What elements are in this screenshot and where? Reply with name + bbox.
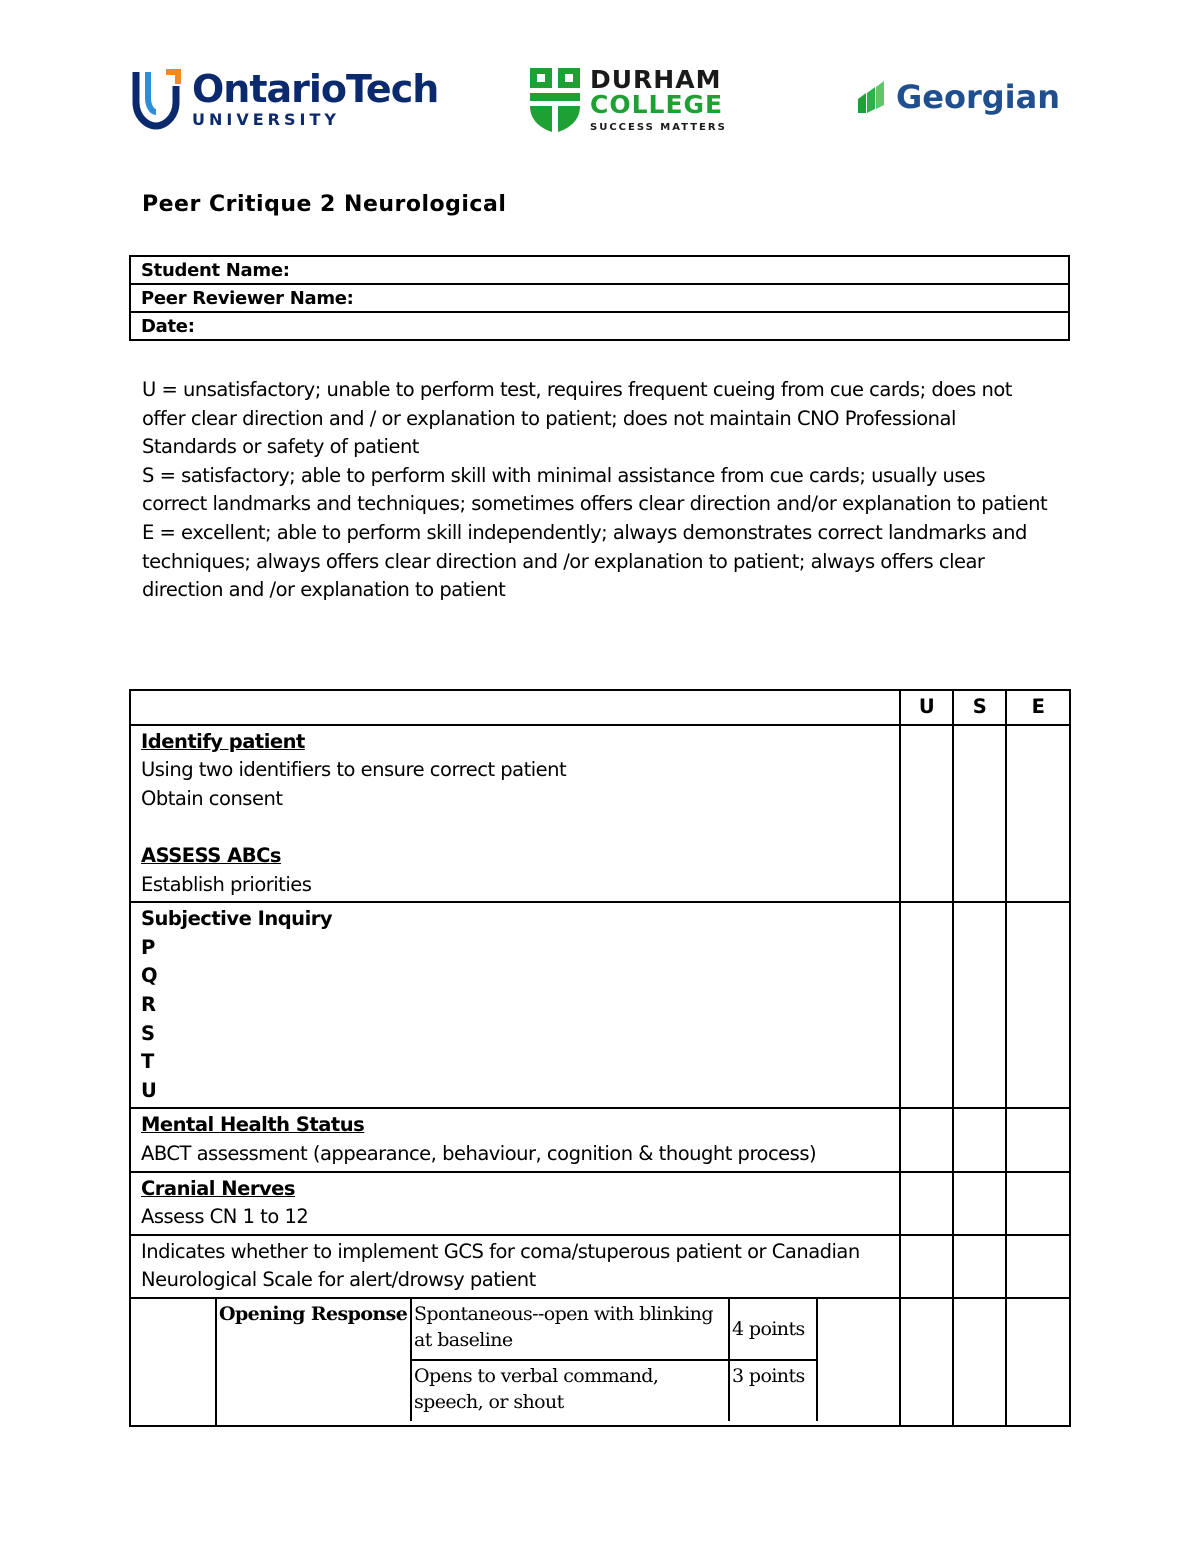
durham-college-logo (528, 66, 727, 134)
mental-line: ABCT assessment (appearance, behaviour, cognition & thought process) (141, 1141, 817, 1165)
gcs-category: Opening Response (217, 1299, 411, 1421)
rating-legend (142, 376, 1052, 605)
ontario-tech-sub: UNIVERSITY (192, 110, 340, 129)
page-title: Peer Critique 2 Neurological (142, 192, 507, 217)
cranial-line: Assess CN 1 to 12 (141, 1205, 309, 1229)
rating-cell-u[interactable] (900, 1108, 953, 1171)
rating-cell-u[interactable] (900, 1298, 953, 1426)
identify-line2: Obtain consent (141, 786, 283, 810)
indicates-cell (130, 1235, 900, 1298)
gcs-table (217, 1299, 901, 1421)
rating-cell-u[interactable] (900, 902, 953, 1108)
durham-line2: COLLEGE (590, 90, 724, 119)
rating-cell-s[interactable] (953, 1172, 1006, 1235)
pqrstu-letter: R (141, 992, 156, 1016)
subjective-heading: Subjective Inquiry (141, 907, 333, 931)
info-table (129, 255, 1070, 341)
legend-e: E = excellent; able to perform skill independently; always demonstrates correct landmarks and techniques; always offers clear direction and /or explanation to patient; always offers clear direction and /or explanation to patient (142, 520, 1027, 602)
durham-line1: DURHAM (590, 65, 722, 94)
rating-cell-s[interactable] (953, 902, 1006, 1108)
gcs-desc: Opens to verbal command, speech, or shout (411, 1360, 729, 1421)
pqrstu-letter: T (141, 1050, 154, 1074)
gcs-blank-cell (130, 1298, 216, 1426)
mental-health-cell (130, 1108, 900, 1171)
header-e: E (1006, 690, 1070, 725)
durham-tagline: SUCCESS MATTERS (590, 122, 727, 133)
critique-table (129, 689, 1071, 1427)
legend-u: U = unsatisfactory; unable to perform test, requires frequent cueing from cue cards; does not offer clear direction and / or explanation to patient; does not maintain CNO Professional Standards or safety of patient (142, 378, 1012, 459)
pqrstu-letter: S (141, 1021, 155, 1045)
rating-cell-e[interactable] (1006, 902, 1070, 1108)
rating-cell-e[interactable] (1006, 1298, 1070, 1426)
header-u: U (900, 690, 953, 725)
ontario-tech-shield-icon (130, 68, 182, 130)
rating-cell-s[interactable] (953, 1298, 1006, 1426)
georgian-name: Georgian (896, 78, 1060, 116)
ontario-tech-logo (130, 68, 438, 130)
pqrstu-letter: Q (141, 964, 158, 988)
cranial-heading: Cranial Nerves (141, 1176, 295, 1200)
georgian-logo (856, 78, 1060, 116)
rating-cell-e[interactable] (1006, 1172, 1070, 1235)
peer-reviewer-name-field[interactable]: Peer Reviewer Name: (130, 284, 1069, 312)
header-blank-cell (130, 690, 900, 725)
legend-s: S = satisfactory; able to perform skill with minimal assistance from cue cards; usually uses correct landmarks and techniques; sometimes offers clear direction and/or explanation to patient (142, 463, 1048, 516)
pqrstu-letter: P (141, 935, 155, 959)
durham-college-emblem-icon (528, 66, 582, 134)
ontario-tech-name-part2: Tech (346, 67, 439, 111)
georgian-stripes-icon (856, 79, 890, 115)
identify-line3: Establish priorities (141, 872, 312, 896)
rating-cell-u[interactable] (900, 725, 953, 903)
gcs-cell (216, 1298, 900, 1426)
pqrstu-letter: U (141, 1078, 157, 1102)
rating-cell-s[interactable] (953, 1235, 1006, 1298)
gcs-points: 3 points (729, 1360, 817, 1421)
gcs-empty (817, 1299, 901, 1421)
date-field[interactable]: Date: (130, 312, 1069, 340)
ontario-tech-name-part1: Ontario (192, 67, 347, 111)
rating-cell-u[interactable] (900, 1235, 953, 1298)
student-name-field[interactable]: Student Name: (130, 256, 1069, 284)
header-s: S (953, 690, 1006, 725)
identify-heading: Identify patient (141, 729, 305, 753)
gcs-desc: Spontaneous--open with blinking at baseline (411, 1299, 729, 1360)
logo-bar (0, 60, 1200, 150)
indicates-text: Indicates whether to implement GCS for coma/stuperous patient or Canadian Neurological Scale for alert/drowsy patient (141, 1239, 860, 1292)
assess-abcs-heading: ASSESS ABCs (141, 843, 281, 867)
rating-cell-u[interactable] (900, 1172, 953, 1235)
rating-cell-s[interactable] (953, 725, 1006, 903)
rating-cell-e[interactable] (1006, 1108, 1070, 1171)
rating-cell-s[interactable] (953, 1108, 1006, 1171)
rating-cell-e[interactable] (1006, 1235, 1070, 1298)
cranial-nerves-cell (130, 1172, 900, 1235)
identify-patient-cell (130, 725, 900, 903)
identify-line1: Using two identifiers to ensure correct patient (141, 758, 567, 782)
subjective-inquiry-cell (130, 902, 900, 1108)
rating-cell-e[interactable] (1006, 725, 1070, 903)
gcs-points: 4 points (729, 1299, 817, 1360)
mental-heading: Mental Health Status (141, 1113, 365, 1137)
